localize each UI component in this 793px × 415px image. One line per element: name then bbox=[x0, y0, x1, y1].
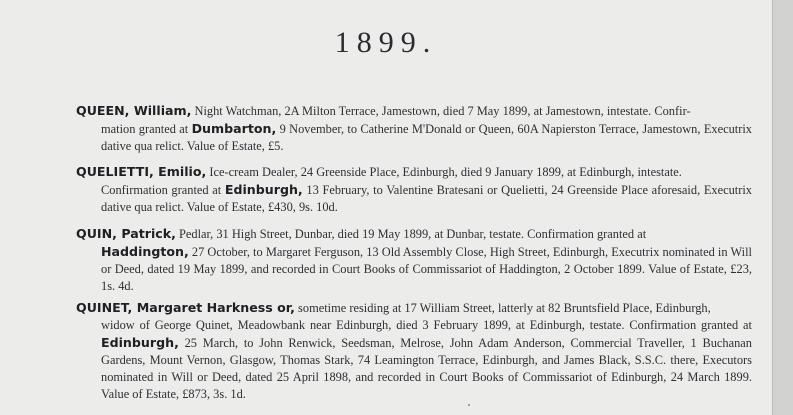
entry-text-before-place: mation granted at bbox=[101, 122, 192, 136]
entry-confirmation-place: Haddington, bbox=[101, 244, 189, 259]
entry-text-after-place: 13 February, to Valentine Bratesani or Quelietti, 24 Greenside Place aforesaid, Executrix dative qua relict. Value of Estate, £430, 9s. 10d. bbox=[101, 183, 752, 214]
entry-text-after-place: 25 March, to John Renwick, Seedsman, Melrose, John Adam Anderson, Commercial Traveller, 1 Buchanan Gardens, Mount Vernon, Glasgow, Thomas Stark, 74 Leamington Terrace, Edinburgh, and James Black, S.S.C. there, Executors nominated in Will or Deed, dated 25 April 1898, and recorded in Court Books of Commissariot of Edinburgh, 24 March 1899. Value of Estate, £873, 3s. 1d. bbox=[101, 336, 752, 401]
entry-description: Pedlar, 31 High Street, Dunbar, died 19 May 1899, at Dunbar, testate. Confirmation granted at bbox=[175, 227, 647, 241]
entry-text-before-place: Confirmation granted at bbox=[101, 183, 225, 197]
paper-speck bbox=[468, 404, 470, 406]
entry-name: QUELIETTI, Emilio, bbox=[76, 164, 207, 179]
entry-text-before-place: widow of George Quinet, Meadowbank near Edinburgh, died 3 February 1899, at Edinburgh, testate. Confirmation granted at bbox=[101, 318, 752, 332]
register-entry-quelietti bbox=[76, 163, 752, 216]
entry-first-line bbox=[76, 102, 752, 120]
entry-name: QUEEN, William, bbox=[76, 103, 192, 118]
entry-text-after-place: 27 October, to Margaret Ferguson, 13 Old Assembly Close, High Street, Edinburgh, Executrix nominated in Will or Deed, dated 19 May 1899, and recorded in Court Books of Commissariot of Haddington, 2 October 1899. Value of Estate, £23, 1s. 4d. bbox=[101, 245, 752, 293]
entry-name: QUINET, Margaret Harkness or, bbox=[76, 300, 295, 315]
entry-continuation bbox=[76, 181, 752, 216]
entry-confirmation-place: Dumbarton, bbox=[191, 121, 277, 136]
register-entry-quin bbox=[76, 225, 752, 295]
entry-name: QUIN, Patrick, bbox=[76, 226, 176, 241]
entry-description: Ice-cream Dealer, 24 Greenside Place, Edinburgh, died 9 January 1899, at Edinburgh, intestate. bbox=[206, 165, 682, 179]
entry-continuation bbox=[76, 317, 752, 403]
entry-first-line bbox=[76, 225, 752, 243]
entry-first-line bbox=[76, 299, 752, 317]
register-entry-quinet bbox=[76, 299, 752, 403]
entry-text-after-place: 9 November, to Catherine M'Donald or Queen, 60A Napierston Terrace, Jamestown, Executrix dative qua relict. Value of Estate, £5. bbox=[101, 122, 752, 153]
entry-confirmation-place: Edinburgh, bbox=[101, 335, 179, 350]
entry-continuation bbox=[76, 120, 752, 155]
entry-continuation bbox=[76, 243, 752, 295]
register-entry-queen bbox=[76, 102, 752, 155]
entry-first-line bbox=[76, 163, 752, 181]
entry-confirmation-place: Edinburgh, bbox=[224, 182, 303, 197]
entry-description: sometime residing at 17 William Street, latterly at 82 Bruntsfield Place, Edinburgh, bbox=[294, 301, 711, 315]
page-edge bbox=[772, 0, 793, 415]
page-year-heading: 1899. bbox=[334, 26, 438, 59]
entry-description: Night Watchman, 2A Milton Terrace, Jamestown, died 7 May 1899, at Jamestown, intestate. Confir- bbox=[191, 104, 691, 118]
